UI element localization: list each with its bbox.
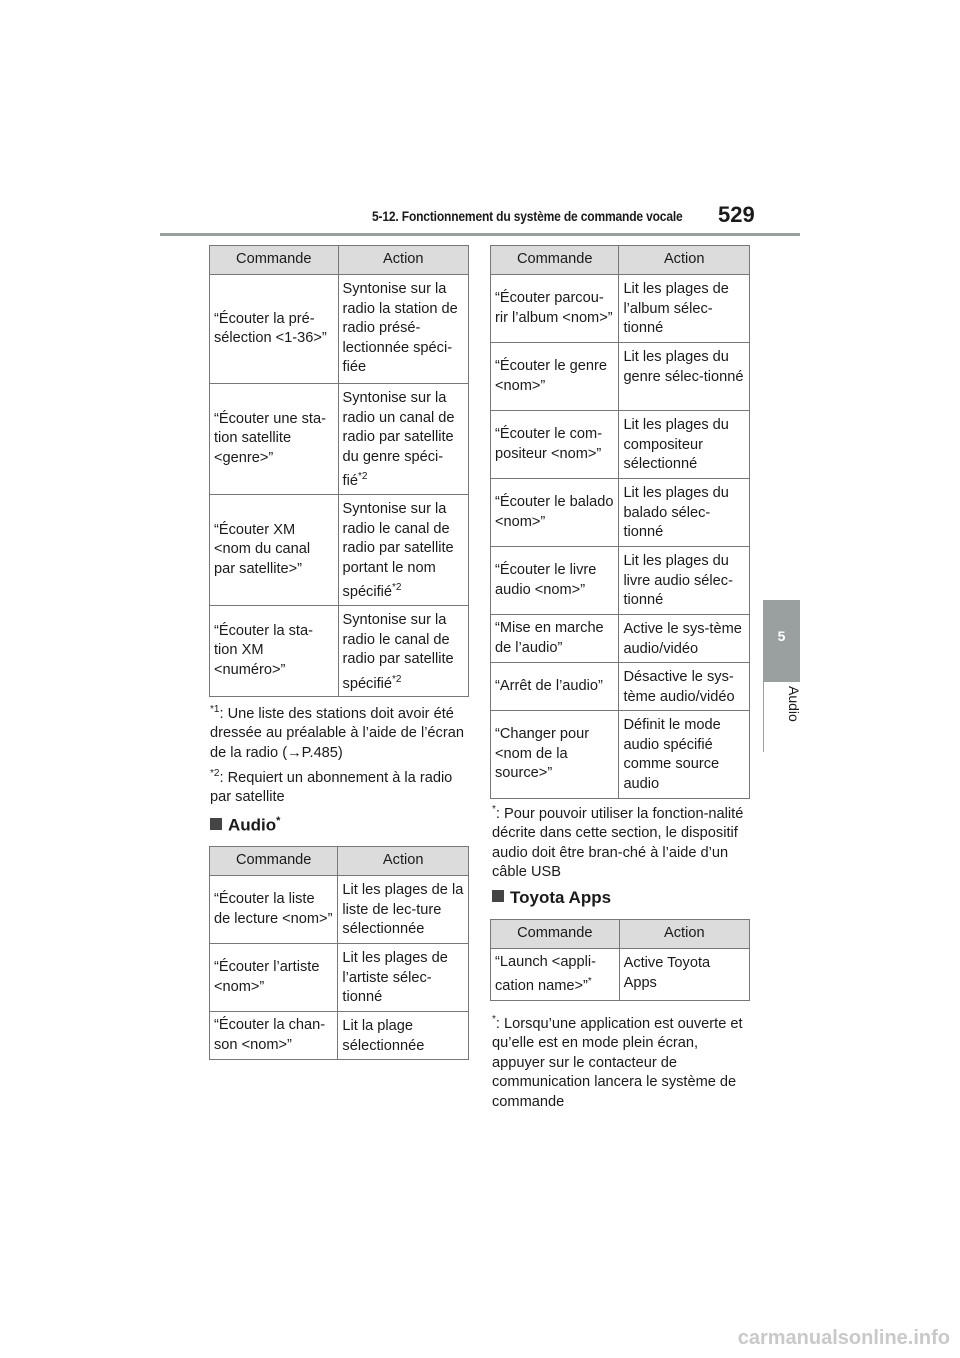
action-cell: Lit les plages de l’artiste sélec-tionné <box>338 944 469 1012</box>
command-cell: “Écouter la sta-tion XM <numéro>” <box>210 606 339 697</box>
action-cell: Active Toyota Apps <box>619 949 749 1001</box>
section-heading-toyota-apps: Toyota Apps <box>492 888 611 908</box>
command-cell: “Écouter le balado <nom>” <box>491 479 619 547</box>
header-rule <box>160 233 800 236</box>
table-header-row <box>491 920 750 949</box>
action-header: Action <box>619 920 749 949</box>
footnote-ref: *2 <box>392 582 402 593</box>
command-cell: “Changer pour <nom de la source>” <box>491 711 619 799</box>
table-row <box>491 711 750 799</box>
action-cell: Syntonise sur la radio la station de radio présé-lectionnée spéci-fiée <box>338 275 468 384</box>
command-header: Commande <box>210 847 338 876</box>
command-cell: “Écouter une sta-tion satellite <genre>” <box>210 384 339 495</box>
table-header-row <box>210 847 469 876</box>
table-row <box>491 411 750 479</box>
table-row <box>210 384 469 495</box>
command-header: Commande <box>491 920 620 949</box>
audio-command-table <box>209 846 469 1060</box>
command-cell: “Launch <appli-cation name>”* <box>491 949 620 1001</box>
action-cell: Lit les plages de la liste de lec-ture sélectionnée <box>338 876 469 944</box>
table-row <box>491 275 750 343</box>
action-cell: Lit les plages du livre audio sélec-tionné <box>619 547 750 615</box>
footnote-1: $^{*1}$: Une liste des stations doit avoir été dressée au préalable à l’aide de l’écran de la radio (→P.485) <box>210 704 464 761</box>
command-cell: “Écouter parcou-rir l’album <nom>” <box>491 275 619 343</box>
table-row <box>491 343 750 411</box>
table-row <box>491 949 750 1001</box>
footnote-ref: *2 <box>357 471 368 482</box>
watermark: carmanualsonline.info <box>737 1327 950 1349</box>
command-header: Commande <box>210 246 339 275</box>
table-row <box>210 275 469 384</box>
table-row <box>210 606 469 697</box>
table-row <box>491 615 750 663</box>
chapter-number: 5 <box>777 628 786 644</box>
action-cell: Syntonise sur la radio un canal de radio par satellite du genre spéci-fié$^{*2}$ <box>338 384 468 495</box>
action-header: Action <box>338 847 469 876</box>
table-row <box>210 876 469 944</box>
action-cell: Lit les plages du balado sélec-tionné <box>619 479 750 547</box>
table-row <box>210 944 469 1012</box>
action-cell: Désactive le sys-tème audio/vidéo <box>619 663 750 711</box>
command-cell: “Mise en marche de l’audio” <box>491 615 619 663</box>
toyota-apps-command-table <box>490 919 750 1001</box>
radio-command-table <box>209 245 469 697</box>
command-cell: “Arrêt de l’audio” <box>491 663 619 711</box>
command-cell: “Écouter la chan-son <nom>” <box>210 1012 338 1060</box>
action-cell: Définit le mode audio spécifié comme source audio <box>619 711 750 799</box>
command-cell: “Écouter le com-positeur <nom>” <box>491 411 619 479</box>
square-bullet-icon <box>492 890 504 902</box>
chapter-label: Audio <box>786 686 802 722</box>
command-cell: “Écouter la pré-sélection <1-36>” <box>210 275 339 384</box>
action-cell: Lit la plage sélectionnée <box>338 1012 469 1060</box>
table-header-row <box>210 246 469 275</box>
table-header-row <box>491 246 750 275</box>
page-number: 529 <box>718 202 755 227</box>
command-cell: “Écouter XM <nom du canal par satellite>” <box>210 495 339 606</box>
section-heading-audio: Audio* <box>210 815 280 836</box>
footnote-2: $^{*2}$: Requiert un abonnement à la radio par satellite <box>210 768 453 806</box>
table-row <box>210 1012 469 1060</box>
command-cell: “Écouter la liste de lecture <nom>” <box>210 876 338 944</box>
table-row <box>491 547 750 615</box>
action-cell: Lit les plages du compositeur sélectionné <box>619 411 750 479</box>
command-header: Commande <box>491 246 619 275</box>
action-cell: Syntonise sur la radio le canal de radio par satellite spécifié$^{*2}$ <box>338 606 468 697</box>
command-cell: “Écouter l’artiste <nom>” <box>210 944 338 1012</box>
command-cell: “Écouter le genre <nom>” <box>491 343 619 411</box>
action-cell: Active le sys-tème audio/vidéo <box>619 615 750 663</box>
action-cell: Lit les plages du genre sélec-tionné <box>619 343 750 411</box>
command-cell: “Écouter le livre audio <nom>” <box>491 547 619 615</box>
action-cell: Lit les plages de l’album sélec-tionné <box>619 275 750 343</box>
chapter-divider <box>763 682 764 752</box>
square-bullet-icon <box>210 818 222 830</box>
table-row <box>491 479 750 547</box>
action-header: Action <box>619 246 750 275</box>
action-header: Action <box>338 246 468 275</box>
footnote-apps: *: Lorsqu’une application est ouverte et qu’elle est en mode plein écran, appuyer sur le contacteur de communication lancera le système de commande <box>492 1014 743 1110</box>
table-row <box>491 663 750 711</box>
footnote-audio: *: Pour pouvoir utiliser la fonction-nalité décrite dans cette section, le dispositif audio doit être bran-ché à l’aide d’un câble USB <box>492 804 744 881</box>
section-title: 5-12. Fonctionnement du système de commande vocale <box>372 208 683 224</box>
action-cell: Syntonise sur la radio le canal de radio par satellite portant le nom spécifié$^{*2}$ <box>338 495 468 606</box>
footnote-ref: *2 <box>392 673 402 685</box>
table-row <box>210 495 469 606</box>
audio-command-table-continued <box>490 245 750 799</box>
